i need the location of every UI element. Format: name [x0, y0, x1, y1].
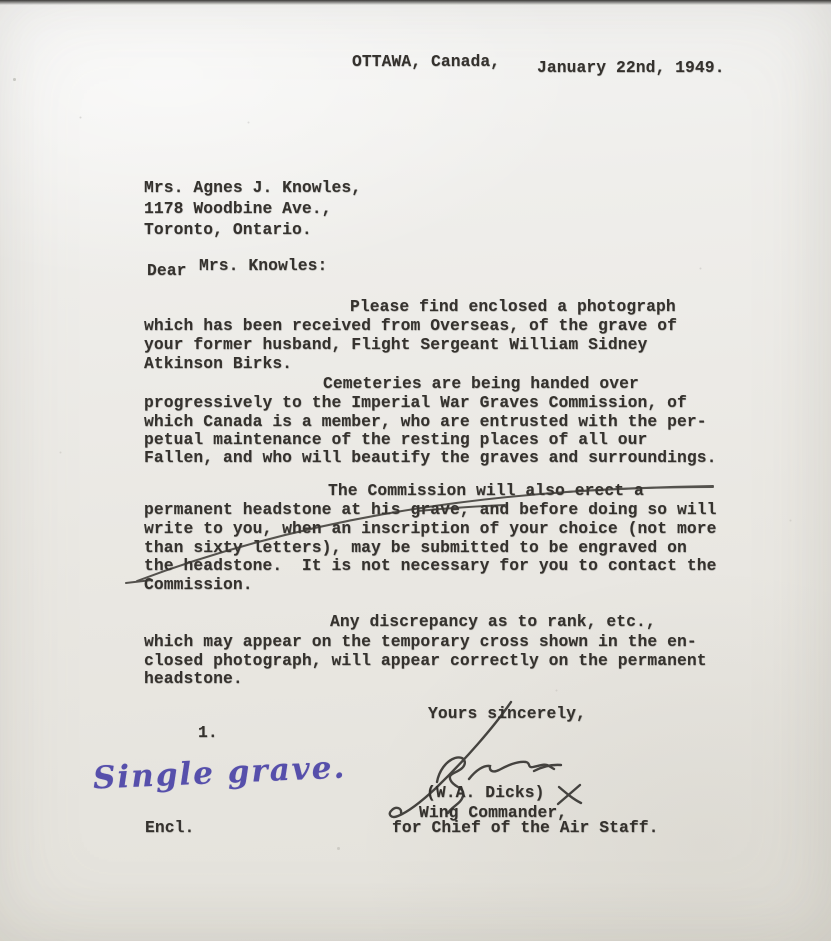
body-p4-line2: which may appear on the temporary cross shown in the en-	[144, 632, 697, 651]
valediction: Yours sincerely,	[428, 704, 586, 723]
body-p3-line5: the headstone. It is not necessary for you to contact the	[144, 556, 717, 575]
body-p1-line4: Atkinson Birks.	[144, 354, 293, 373]
signature-name: (W.A. Dicks)	[426, 783, 545, 802]
signer-for: for Chief of the Air Staff.	[392, 818, 659, 837]
body-p4-line1: Any discrepancy as to rank, etc.,	[330, 612, 656, 631]
date-line: January 22nd, 1949.	[537, 58, 725, 77]
city-line: OTTAWA, Canada,	[352, 52, 501, 71]
body-p2-line2: progressively to the Imperial War Graves Commission, of	[144, 393, 687, 412]
body-p2-line1: Cemeteries are being handed over	[323, 374, 639, 393]
body-p2-line4: petual maintenance of the resting places of all our	[144, 430, 648, 449]
body-p3-line6: Commission.	[144, 575, 253, 594]
body-p1-line1: Please find enclosed a photograph	[350, 297, 676, 316]
scan-edge	[0, 0, 831, 5]
recipient-line-2: 1178 Woodbine Ave.,	[144, 199, 332, 218]
body-p1-line3: your former husband, Flight Sergeant William Sidney	[144, 335, 648, 354]
handwritten-note: Single grave.	[92, 749, 347, 797]
salutation-name: Mrs. Knowles:	[199, 256, 328, 275]
page-marker: 1.	[198, 723, 218, 742]
signature-flourish	[534, 765, 561, 771]
body-p3-line1: The Commission will also erect a	[328, 481, 644, 500]
body-p3-line4: than sixty letters), may be submitted to be engraved on	[144, 538, 687, 557]
body-p2-line5: Fallen, and who will beautify the graves and surroundings.	[144, 448, 717, 467]
recipient-line-1: Mrs. Agnes J. Knowles,	[144, 178, 362, 197]
body-p3-line2: permanent headstone at his grave, and before doing so will	[144, 500, 717, 519]
salutation-word: Dear	[147, 261, 187, 280]
signer-title: Wing Commander,	[419, 803, 568, 822]
paper-specks	[0, 0, 1, 1]
signature-scrawl-surname	[469, 762, 554, 779]
enclosure-note: Encl.	[145, 818, 195, 837]
recipient-line-3: Toronto, Ontario.	[144, 220, 312, 239]
body-p2-line3: which Canada is a member, who are entrusted with the per-	[144, 412, 707, 431]
body-p1-line2: which has been received from Overseas, of the grave of	[144, 316, 677, 335]
body-p4-line3: closed photograph, will appear correctly on the permanent	[144, 651, 707, 670]
signature-x-mark	[558, 785, 581, 804]
body-p4-line4: headstone.	[144, 669, 243, 688]
body-p3-line3: write to you, when an inscription of your choice (not more	[144, 519, 717, 538]
